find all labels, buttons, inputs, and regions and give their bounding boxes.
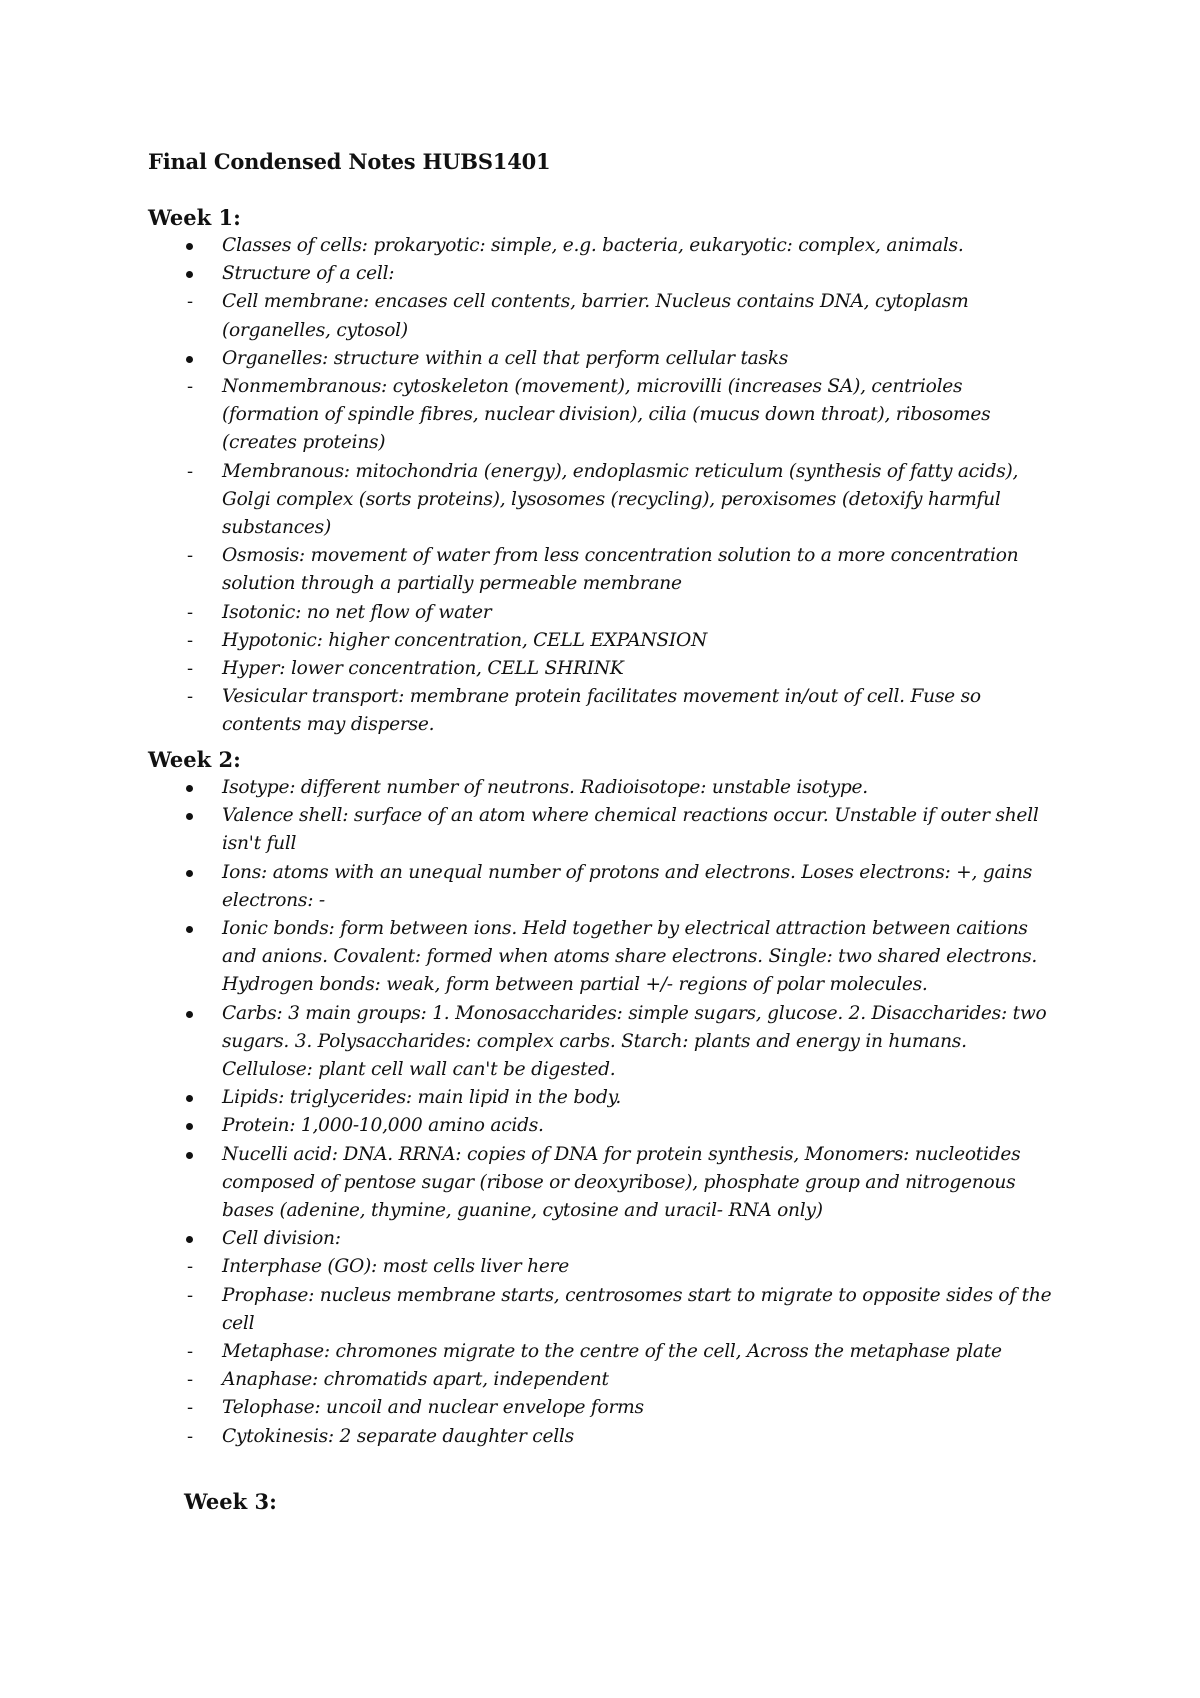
list-item-text: Organelles: structure within a cell that perform cellular tasks (222, 347, 789, 369)
list-item (0, 1225, 1200, 1253)
list-item-text: Prophase: nucleus membrane starts, centrosomes start to migrate to opposite sides of the cell (222, 1284, 1052, 1334)
list-item (0, 1366, 1200, 1394)
list-item-text: Classes of cells: prokaryotic: simple, e.g. bacteria, eukaryotic: complex, animals. (222, 235, 964, 256)
week-1-list (0, 232, 1200, 740)
list-item (0, 1253, 1200, 1281)
list-item-text: Valence shell: surface of an atom where chemical reactions occur. Unstable if outer shell isn't full (222, 805, 1039, 855)
list-item (0, 373, 1200, 458)
list-item (0, 1338, 1200, 1366)
list-item-text: Ionic bonds: form between ions. Held together by electrical attraction between caitions and anions. Covalent: formed when atoms share electrons. Single: two shared electrons. Hydrogen bonds: weak, form between partial +/- regions of polar molecules. (222, 918, 1038, 996)
week-1-heading: Week 1: (148, 205, 241, 230)
list-item (0, 774, 1200, 802)
list-item (0, 627, 1200, 655)
list-item (0, 802, 1200, 858)
week-3-heading: Week 3: (184, 1489, 277, 1514)
list-item-text: Cell division: (222, 1228, 341, 1250)
list-item-text: Cytokinesis: 2 separate daughter cells (222, 1425, 574, 1447)
list-item (0, 232, 1200, 260)
week-2-list (0, 774, 1200, 1451)
list-item (0, 260, 1200, 288)
list-item-text: Anaphase: chromatids apart, independent (222, 1369, 609, 1391)
list-item-text: Vesicular transport: membrane protein facilitates movement in/out of cell. Fuse so contents may disperse. (222, 686, 981, 736)
list-item (0, 458, 1200, 543)
list-item-text: Cell membrane: encases cell contents, barrier. Nucleus contains DNA, cytoplasm (organelles, cytosol) (222, 291, 969, 341)
list-item-text: Membranous: mitochondria (energy), endoplasmic reticulum (synthesis of fatty acids), Golgi complex (sorts proteins), lysosomes (recycling), peroxisomes (detoxify harmful substances) (222, 460, 1019, 539)
list-item (0, 1084, 1200, 1112)
list-item-text: Hyper: lower concentration, CELL SHRINK (222, 658, 624, 680)
list-item-text: Interphase (GO): most cells liver here (222, 1256, 569, 1278)
list-item (0, 345, 1200, 373)
list-item-text: Metaphase: chromones migrate to the centre of the cell, Across the metaphase plate (222, 1341, 1002, 1363)
list-item (0, 1282, 1200, 1338)
list-item (0, 1141, 1200, 1226)
list-item (0, 683, 1200, 739)
list-item-text: Lipids: triglycerides: main lipid in the body. (222, 1087, 622, 1109)
list-item (0, 599, 1200, 627)
list-item-text: Hypotonic: higher concentration, CELL EXPANSION (222, 629, 707, 651)
list-item-text: Osmosis: movement of water from less concentration solution to a more concentration solution through a partially permeable membrane (222, 545, 1019, 595)
list-item-text: Nucelli acid: DNA. RRNA: copies of DNA for protein synthesis, Monomers: nucleotides composed of pentose sugar (ribose or deoxyribose), phosphate group and nitrogenous bases (adenine, thymine, guanine, cytosine and uracil- RNA only) (222, 1143, 1021, 1222)
list-item-text: Carbs: 3 main groups: 1. Monosaccharides: simple sugars, glucose. 2. Disaccharides: two sugars. 3. Polysaccharides: complex carbs. Starch: plants and energy in humans. Cellulose: plant cell wall can't be digested. (222, 1002, 1047, 1081)
document-title: Final Condensed Notes HUBS1401 (148, 149, 551, 174)
list-item-text: Protein: 1,000-10,000 amino acids. (222, 1115, 544, 1137)
list-item (0, 1000, 1200, 1085)
list-item-text: Isotonic: no net flow of water (222, 601, 492, 623)
week-2-heading: Week 2: (148, 747, 241, 772)
list-item (0, 288, 1200, 344)
list-item (0, 1112, 1200, 1140)
list-item-text: Isotype: different number of neutrons. Radioisotope: unstable isotype. (222, 777, 868, 798)
list-item (0, 1423, 1200, 1451)
list-item-text: Structure of a cell: (222, 263, 395, 285)
list-item (0, 915, 1200, 1000)
list-item (0, 655, 1200, 683)
list-item-text: Ions: atoms with an unequal number of protons and electrons. Loses electrons: +, gains electrons: - (222, 861, 1033, 911)
list-item (0, 859, 1200, 915)
list-item-text: Nonmembranous: cytoskeleton (movement), microvilli (increases SA), centrioles (formation of spindle fibres, nuclear division), cilia (mucus down throat), ribosomes (creates proteins) (222, 376, 991, 454)
list-item (0, 1394, 1200, 1422)
list-item-text: Telophase: uncoil and nuclear envelope forms (222, 1397, 644, 1419)
list-item (0, 542, 1200, 598)
